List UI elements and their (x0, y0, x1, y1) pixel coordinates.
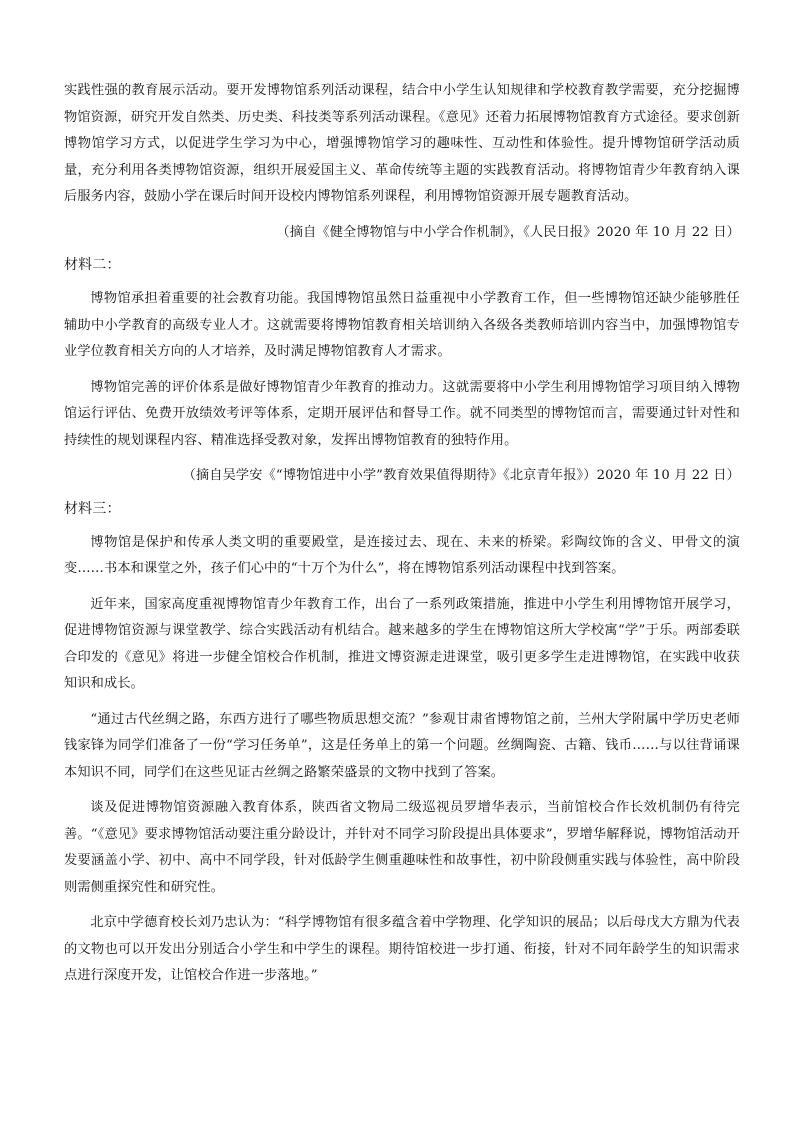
heading-material-two: 材料二： (64, 257, 121, 273)
source-citation-one: （摘自《健全博物馆与中小学合作机制》，《人民日报》2020 年 10 月 22 日） (276, 224, 740, 240)
document-page (64, 78, 740, 999)
source-citation-two: （摘自吴学安《“博物馆进中小学”教育效果值得期待》《北京青年报》）2020 年 10 月 22 日） (182, 468, 740, 483)
paragraph-material-three-e: 北京中学德育校长刘乃忠认为：“科学博物馆有很多蕴含着中学物理、化学知识的展品；以后母戊大方鼎为代表的文物也可以开发出分别适合小学生和中学生的课程。期待馆校进一步打通、衔接，针对不同年龄学生的知识需求点进行深度开发，让馆校合作进一步落地。” (64, 915, 740, 983)
paragraph-material-two-b: 博物馆完善的评价体系是做好博物馆青少年教育的推动力。这就需要将中小学生利用博物馆学习项目纳入博物馆运行评估、免费开放绩效考评等体系，定期开展评估和督导工作。就不同类型的博物馆而言，需要通过针对性和持续性的规划课程内容、精准选择受教对象，发挥出博物馆教育的独特作用。 (64, 379, 740, 448)
paragraph-material-two-a: 博物馆承担着重要的社会教育功能。我国博物馆虽然日益重视中小学教育工作，但一些博物馆还缺少能够胜任辅助中小学教育的高级专业人才。这就需要将博物馆教育相关培训纳入各级各类教师培训内容当中，加强博物馆专业学位教育相关方向的人才培养，及时满足博物馆教育人才需求。 (64, 291, 740, 359)
paragraph-material-three-b: 近年来，国家高度重视博物馆青少年教育工作，出台了一系列政策措施，推进中小学生利用博物馆开展学习，促进博物馆资源与课堂教学、综合实践活动有机结合。越来越多的学生在博物馆这所大学校寓“学”于乐。两部委联合印发的《意见》将进一步健全馆校合作机制，推进文博资源走进课堂，吸引更多学生走进博物馆，在实践中收获知识和成长。 (64, 596, 740, 691)
paragraph-material-three-d: 谈及促进博物馆资源融入教育体系，陕西省文物局二级巡视员罗增华表示，当前馆校合作长效机制仍有待完善。“《意见》要求博物馆活动要注重分龄设计，并针对不同学习阶段提出具体要求”，罗增华解释说，博物馆活动开发要涵盖小学、初中、高中不同学段，针对低龄学生侧重趣味性和故事性，初中阶段侧重实践与体验性，高中阶段则需侧重探究性和研究性。 (64, 800, 740, 895)
heading-material-three: 材料三： (64, 500, 121, 517)
paragraph-material-one-continued: 实践性强的教育展示活动。要开发博物馆系列活动课程，结合中小学生认知规律和学校教育教学需要，充分挖掘博物馆资源，研究开发自然类、历史类、科技类等系列活动课程。《意见》还着力拓展博物馆教育方式途径。要求创新博物馆学习方式，以促进学生学习为中心，增强博物馆学习的趣味性、互动性和体验性。提升博物馆研学活动质量，充分利用各类博物馆资源，组织开展爱国主义、革命传统等主题的实践教育活动。将博物馆青少年教育纳入课后服务内容，鼓励小学在课后时间开设校内博物馆系列课程，利用博物馆资源开展专题教育活动。 (64, 83, 740, 204)
paragraph-material-three-a: 博物馆是保护和传承人类文明的重要殿堂，是连接过去、现在、未来的桥梁。彩陶纹饰的含义、甲骨文的演变……书本和课堂之外，孩子们心中的“十万个为什么”，将在博物馆系列活动课程中找到答案。 (64, 534, 740, 576)
paragraph-material-three-c: “通过古代丝绸之路，东西方进行了哪些物质思想交流？”参观甘肃省博物馆之前，兰州大学附属中学历史老师钱家锋为同学们准备了一份“学习任务单”，这是任务单上的第一个问题。丝绸陶瓷、古籍、钱币……与以往背诵课本知识不同，同学们在这些见证古丝绸之路繁荣盛景的文物中找到了答案。 (64, 711, 740, 780)
